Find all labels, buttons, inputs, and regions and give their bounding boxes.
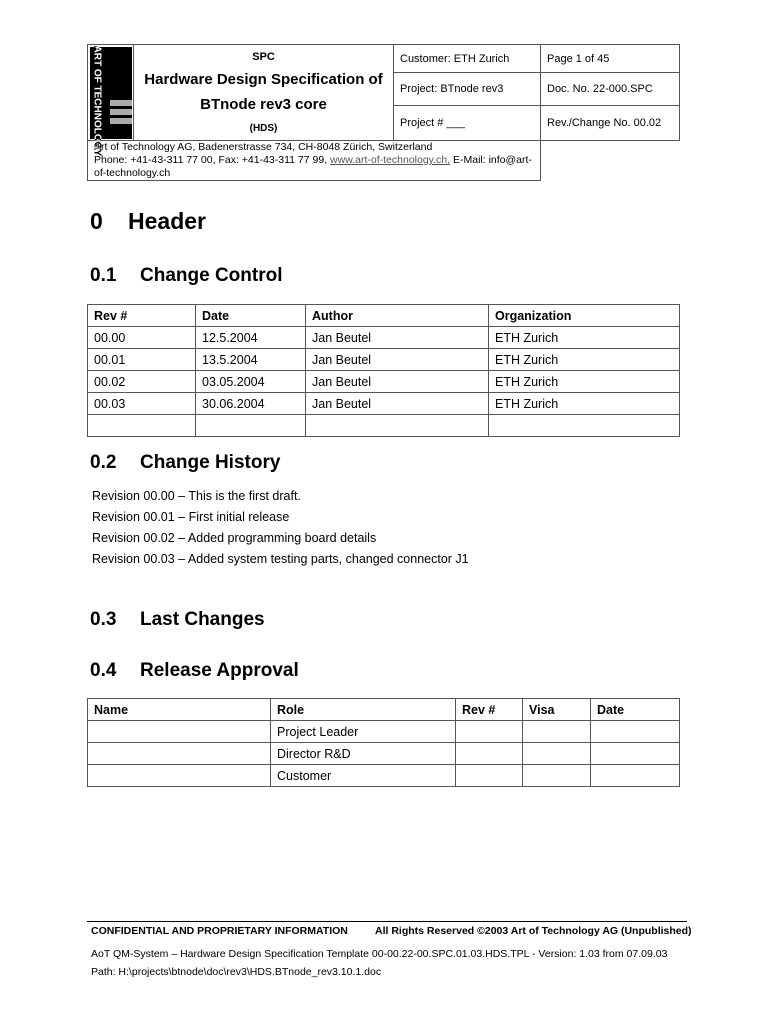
doc-number: Doc. No. 22-000.SPC — [541, 73, 680, 106]
cell — [489, 415, 680, 437]
footer-template: AoT QM-System – Hardware Design Specification Template 00-00.22-00.SPC.01.03.HDS.TPL - Version: 1.03 from 07.09.03 — [91, 948, 668, 960]
cell — [88, 415, 196, 437]
cell: Customer — [271, 765, 456, 787]
revision-line: Revision 00.01 – First initial release — [92, 510, 290, 524]
table-row — [88, 743, 680, 765]
cell: Jan Beutel — [306, 371, 489, 393]
cell — [523, 765, 591, 787]
col-header: Date — [196, 305, 306, 327]
footer-rights: All Rights Reserved ©2003 Art of Technology AG (Unpublished) — [375, 925, 692, 937]
cell — [88, 721, 271, 743]
cell — [591, 721, 680, 743]
cell — [88, 765, 271, 787]
table-row — [88, 327, 680, 349]
table-row — [88, 721, 680, 743]
cell: 00.03 — [88, 393, 196, 415]
footer-path: Path: H:\projects\btnode\doc\rev3\HDS.BTnode_rev3.10.1.doc — [91, 966, 382, 978]
doc-title: Hardware Design Specification of BTnode rev3 core — [144, 71, 383, 113]
cell: ETH Zurich — [489, 393, 680, 415]
cell: 00.01 — [88, 349, 196, 371]
company-address: Art of Technology AG, Badenerstrasse 734, CH-8048 Zürich, Switzerland Phone: +41-43-311 77 00, Fax: +41-43-311 77 99, www.art-of-technology.ch, E-Mail: info@art-of-technology.ch — [88, 141, 541, 181]
cell — [591, 743, 680, 765]
section-heading-0: 0 Header — [90, 208, 206, 234]
cell: Project Leader — [271, 721, 456, 743]
cell: Jan Beutel — [306, 393, 489, 415]
col-header: Role — [271, 699, 456, 721]
cell — [456, 721, 523, 743]
cell — [591, 765, 680, 787]
section-heading-0-2: 0.2 Change History — [90, 452, 281, 473]
cell: Director R&D — [271, 743, 456, 765]
cell: 03.05.2004 — [196, 371, 306, 393]
col-header: Organization — [489, 305, 680, 327]
table-row — [88, 393, 680, 415]
col-header: Rev # — [88, 305, 196, 327]
footer-divider — [87, 921, 687, 922]
revision-line: Revision 00.03 – Added system testing parts, changed connector J1 — [92, 552, 469, 566]
doc-type: SPC — [252, 51, 275, 63]
revision-line: Revision 00.02 – Added programming board details — [92, 531, 377, 545]
cell: 13.5.2004 — [196, 349, 306, 371]
change-control-table — [87, 304, 680, 437]
cell: 00.00 — [88, 327, 196, 349]
cell: ETH Zurich — [489, 371, 680, 393]
cell — [456, 765, 523, 787]
col-header: Name — [88, 699, 271, 721]
document-header-table — [87, 44, 680, 181]
cell: Jan Beutel — [306, 349, 489, 371]
cell: ETH Zurich — [489, 327, 680, 349]
table-row — [88, 765, 680, 787]
col-header: Date — [591, 699, 680, 721]
revision-line: Revision 00.00 – This is the first draft. — [92, 489, 301, 503]
section-heading-0-3: 0.3 Last Changes — [90, 609, 265, 630]
cell: 12.5.2004 — [196, 327, 306, 349]
cell: ETH Zurich — [489, 349, 680, 371]
footer-confidential: CONFIDENTIAL AND PROPRIETARY INFORMATION — [91, 925, 348, 937]
cell — [306, 415, 489, 437]
release-approval-table — [87, 698, 680, 787]
cell — [523, 743, 591, 765]
cell: 00.02 — [88, 371, 196, 393]
customer: Customer: ETH Zurich — [394, 45, 541, 73]
page-number: Page 1 of 45 — [541, 45, 680, 73]
cell — [456, 743, 523, 765]
cell — [523, 721, 591, 743]
cell — [196, 415, 306, 437]
doc-abbrev: (HDS) — [249, 123, 278, 134]
col-header: Rev # — [456, 699, 523, 721]
section-heading-0-1: 0.1 Change Control — [90, 265, 283, 286]
company-logo: ART OF TECHNOLOGY — [88, 45, 134, 141]
col-header: Author — [306, 305, 489, 327]
cell — [88, 743, 271, 765]
col-header: Visa — [523, 699, 591, 721]
table-row — [88, 349, 680, 371]
table-row — [88, 371, 680, 393]
cell: Jan Beutel — [306, 327, 489, 349]
rev-change: Rev./Change No. 00.02 — [541, 106, 680, 141]
cell: 30.06.2004 — [196, 393, 306, 415]
project-number: Project # ___ — [394, 106, 541, 141]
website-link[interactable]: www.art-of-technology.ch, — [330, 154, 451, 166]
table-row — [88, 415, 680, 437]
project: Project: BTnode rev3 — [394, 73, 541, 106]
section-heading-0-4: 0.4 Release Approval — [90, 660, 299, 681]
